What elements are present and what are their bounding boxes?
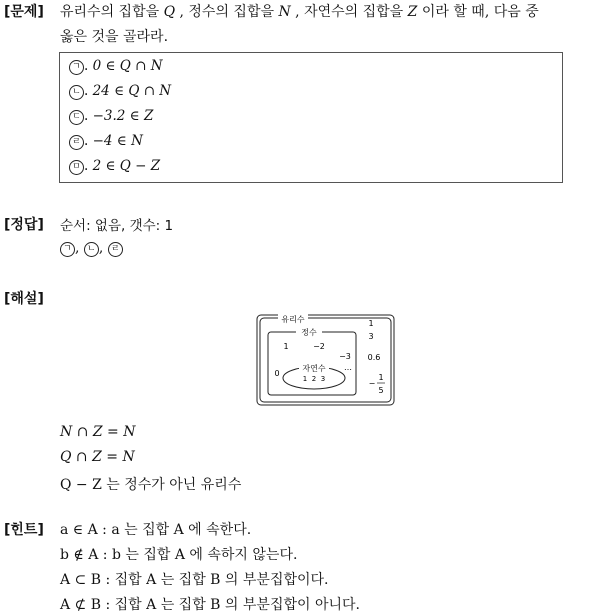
- answer-label: [정답]: [4, 217, 44, 233]
- rational-fraction-2: [369, 373, 385, 395]
- integer-value: …: [344, 363, 352, 372]
- answer-marks: ㄱ , ㄴ , ㄹ: [60, 240, 123, 257]
- integers-label: 정수: [301, 328, 317, 337]
- natural-value: 3: [320, 375, 326, 383]
- choice-5: ㅁ . 2 ∈ Q − Z: [69, 158, 160, 175]
- integer-value: 1: [283, 342, 289, 351]
- naturals-label: 자연수: [302, 364, 326, 373]
- choice-4: ㄹ . −4 ∈ N: [69, 133, 143, 150]
- svg-text:5: 5: [378, 386, 384, 395]
- rational-fraction-1: [368, 319, 373, 341]
- choice-1: ㄱ . 0 ∈ Q ∩ N: [69, 58, 163, 75]
- circled-mark: ㄹ: [69, 135, 84, 150]
- circled-mark: ㄴ: [84, 242, 99, 257]
- choice-3: ㄷ . −3.2 ∈ Z: [69, 108, 153, 125]
- choice-2: ㄴ . 24 ∈ Q ∩ N: [69, 83, 171, 100]
- problem-label: [문제]: [4, 4, 44, 20]
- circled-mark: ㄱ: [60, 242, 75, 257]
- hint-line-3: A ⊂ B : 집합 A 는 집합 B 의 부분집합이다.: [60, 572, 329, 588]
- explanation-line-2: Q ∩ Z = N: [60, 449, 135, 465]
- natural-value: 2: [311, 375, 317, 383]
- svg-text:−: −: [368, 379, 376, 388]
- svg-text:1: 1: [368, 319, 374, 328]
- integer-value: 0: [274, 369, 280, 378]
- explanation-line-3: Q − Z 는 정수가 아닌 유리수: [60, 477, 242, 493]
- circled-mark: ㄷ: [69, 110, 84, 125]
- hint-label: [힌트]: [4, 522, 44, 538]
- explanation-label: [해설]: [4, 291, 44, 307]
- svg-text:1: 1: [378, 373, 384, 382]
- circled-mark: ㄹ: [108, 242, 123, 257]
- rational-value: 0.6: [367, 353, 381, 362]
- circled-mark: ㄱ: [69, 60, 84, 75]
- circled-mark: ㄴ: [69, 85, 84, 100]
- problem-text-line1: 유리수의 집합을 Q , 정수의 집합을 N , 자연수의 집합을 Z 이라 할 때, 다음 중: [60, 4, 539, 20]
- integer-value: −2: [313, 342, 325, 351]
- problem-text-line2: 옳은 것을 골라라.: [60, 29, 169, 45]
- answer-line1: 순서: 없음, 갯수: 1: [60, 218, 174, 234]
- hint-line-4: A ⊄ B : 집합 A 는 집합 B 의 부분집합이 아니다.: [60, 597, 360, 613]
- hint-line-2: b ∉ A : b 는 집합 A 에 속하지 않는다.: [60, 547, 298, 563]
- natural-value: 1: [302, 375, 308, 383]
- choices-box: [59, 52, 563, 183]
- hint-line-1: a ∈ A : a 는 집합 A 에 속한다.: [60, 522, 252, 538]
- venn-diagram: [256, 314, 396, 408]
- rationals-label: 유리수: [281, 315, 305, 324]
- svg-text:3: 3: [368, 332, 374, 341]
- explanation-line-1: N ∩ Z = N: [60, 424, 136, 440]
- circled-mark: ㅁ: [69, 160, 84, 175]
- integer-value: −3: [339, 352, 351, 361]
